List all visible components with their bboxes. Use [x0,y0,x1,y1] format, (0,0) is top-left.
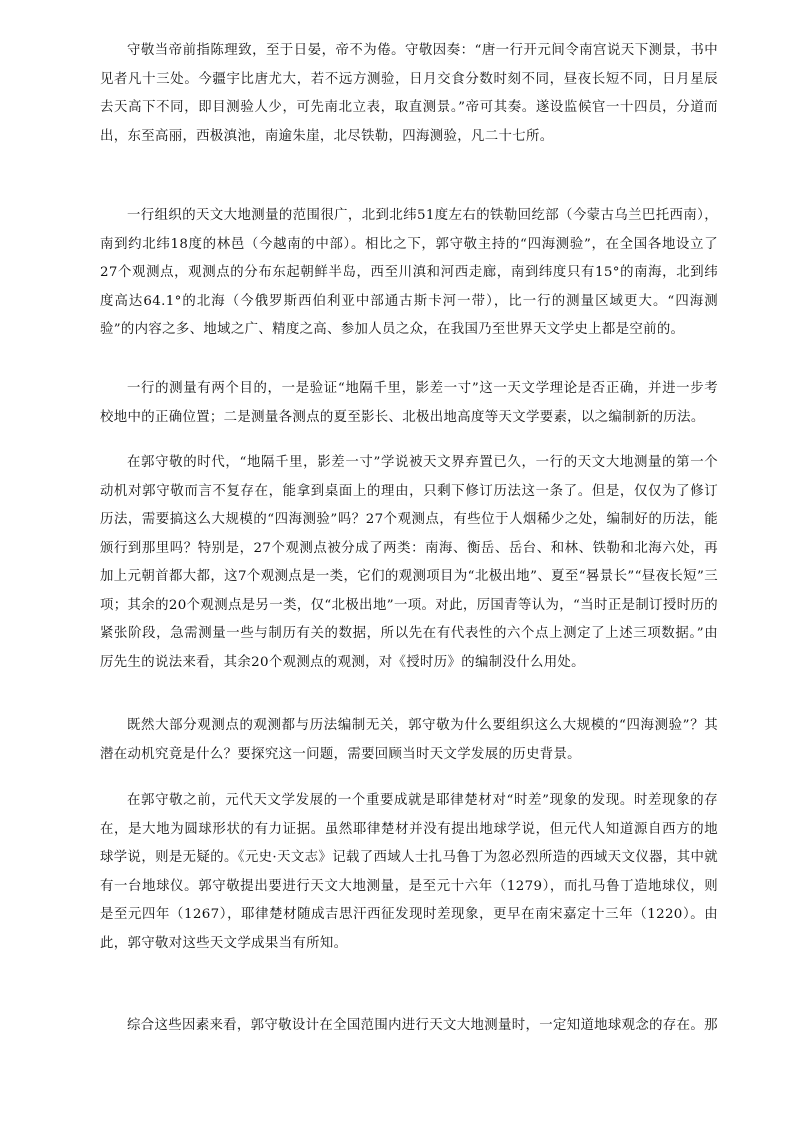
paragraph-4: 在郭守敬的时代，“地隔千里，影差一寸”学说被天文界弃置已久，一行的天文大地测量的第一个动机对郭守敬而言不复存在，能拿到桌面上的理由，只剩下修订历法这一条了。但是，仅仅为了修订历法，需要搞这么大规模的“四海测验”吗？27个观测点，有些位于人烟稀少之处，编制好的历法，能颁行到那里吗？特别是，27个观测点被分成了两类：南海、衡岳、岳台、和林、铁勒和北海六处，再加上元朝首都大都，这7个观测点是一类，它们的观测项目为“北极出地”、夏至“晷景长”“昼夜长短”三项；其余的20个观测点是另一类，仅“北极出地”一项。对此，厉国青等认为，“当时正是制订授时历的紧张阶段，急需测量一些与制历有关的数据，所以先在有代表性的六个点上测定了上述三项数据。”由厉先生的说法来看，其余20个观测点的观测，对《授时历》的编制没什么用处。 [100,455,718,670]
paragraph-7: 综合这些因素来看，郭守敬设计在全国范围内进行天文大地测量时，一定知道地球观念的存在。那 [127,1018,718,1033]
paragraph-1: 守敬当帝前指陈理致，至于日晏，帝不为倦。守敬因奏：“唐一行开元间令南宫说天下测景，书中见者凡十三处。今疆宇比唐尤大，若不远方测验，日月交食分数时刻不同，昼夜长短不同，日月星辰去天高下不同，即目测验人少，可先南北立表，取直测景。”帝可其奏。遂设监候官一十四员，分道而出，东至高丽，西极滇池，南逾朱崖，北尽铁勒，四海测验，凡二十七所。 [100,43,718,144]
paragraph-2: 一行组织的天文大地测量的范围很广，北到北纬51度左右的铁勒回纥部（今蒙古乌兰巴托西南），南到约北纬18度的林邑（今越南的中部）。相比之下，郭守敬主持的“四海测验”，在全国各地设立了27个观测点，观测点的分布东起朝鲜半岛，西至川滇和河西走廊，南到纬度只有15°的南海，北到纬度高达64.1°的北海（今俄罗斯西伯利亚中部通古斯卡河一带），比一行的测量区域更大。“四海测验”的内容之多、地域之广、精度之高、参加人员之众，在我国乃至世界天文学史上都是空前的。 [100,208,718,337]
paragraph-5: 既然大部分观测点的观测都与历法编制无关，郭守敬为什么要组织这么大规模的“四海测验”？其潜在动机究竟是什么？要探究这一问题，需要回顾当时天文学发展的历史背景。 [100,718,718,762]
paragraph-3: 一行的测量有两个目的，一是验证“地隔千里，影差一寸”这一天文学理论是否正确，并进一步考校地中的正确位置；二是测量各测点的夏至影长、北极出地高度等天文学要素，以之编制新的历法。 [100,381,718,425]
paragraph-6: 在郭守敬之前，元代天文学发展的一个重要成就是耶律楚材对“时差”现象的发现。时差现象的存在，是大地为圆球形状的有力证据。虽然耶律楚材并没有提出地球学说，但元代人知道源自西方的地球学说，则是无疑的。《元史·天文志》记载了西域人士扎马鲁丁为忽必烈所造的西域天文仪器，其中就有一台地球仪。郭守敬提出要进行天文大地测量，是至元十六年（1279），而扎马鲁丁造地球仪，则是至元四年（1267），耶律楚材随成吉思汗西征发现时差现象，更早在南宋嘉定十三年（1220）。由此，郭守敬对这些天文学成果当有所知。 [100,793,718,951]
